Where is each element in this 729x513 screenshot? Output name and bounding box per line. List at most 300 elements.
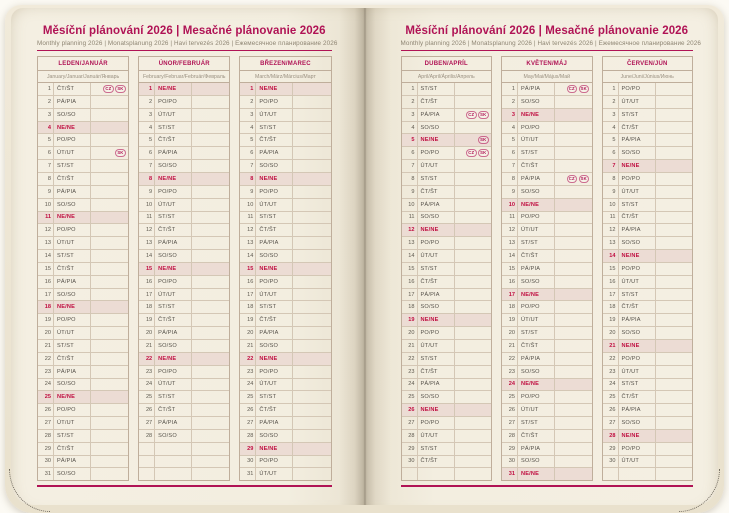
day-name: SO/SO	[256, 250, 293, 262]
month-languages: June/Juni/Június/Июнь	[603, 71, 693, 83]
day-row	[603, 289, 693, 302]
day-number: 2	[402, 96, 418, 108]
notes-cell	[91, 173, 128, 185]
day-number: 7	[603, 160, 619, 172]
holiday-badge-sk-icon: SK	[478, 149, 489, 157]
notes-cell	[656, 212, 693, 224]
notes-cell	[293, 468, 330, 480]
day-number: 21	[603, 340, 619, 352]
day-number: 21	[38, 340, 54, 352]
notes-cell	[656, 199, 693, 211]
day-row	[402, 379, 492, 392]
day-number: 25	[603, 391, 619, 403]
notes-cell	[91, 391, 128, 403]
day-name: SO/SO	[518, 186, 555, 198]
day-number: 30	[603, 456, 619, 468]
day-number: 12	[240, 224, 256, 236]
day-name: PO/PO	[256, 456, 293, 468]
day-name: ÚT/UT	[256, 379, 293, 391]
day-row	[139, 237, 229, 250]
day-name: ÚT/UT	[54, 417, 91, 429]
notes-cell	[91, 212, 128, 224]
day-name: NE/NE	[256, 263, 293, 275]
notes-cell	[455, 430, 492, 442]
day-number: 10	[502, 199, 518, 211]
notes-cell	[293, 263, 330, 275]
day-name: NE/NE	[256, 173, 293, 185]
day-number: 20	[38, 327, 54, 339]
day-row	[402, 199, 492, 212]
day-row	[402, 263, 492, 276]
day-number: 17	[139, 289, 155, 301]
day-name: NE/NE	[418, 134, 455, 146]
notes-cell	[91, 456, 128, 468]
day-number: 7	[502, 160, 518, 172]
notes-cell	[192, 199, 229, 211]
month-rows	[240, 83, 330, 480]
day-name: ST/ST	[418, 173, 455, 185]
day-name: ČT/ŠT	[418, 456, 455, 468]
day-row	[38, 417, 128, 430]
day-number: 8	[240, 173, 256, 185]
day-name: PÁ/PIA	[256, 237, 293, 249]
notes-cell	[192, 468, 229, 480]
notes-cell	[192, 353, 229, 365]
notes-cell	[656, 173, 693, 185]
day-name: PO/PO	[155, 96, 192, 108]
day-row	[603, 366, 693, 379]
day-number: 22	[240, 353, 256, 365]
day-row	[402, 276, 492, 289]
notes-cell	[192, 391, 229, 403]
notes-cell	[455, 147, 492, 159]
day-number: 14	[603, 250, 619, 262]
notes-cell	[293, 212, 330, 224]
day-number: 10	[139, 199, 155, 211]
day-number: 6	[240, 147, 256, 159]
day-row	[402, 250, 492, 263]
day-row	[402, 147, 492, 160]
day-row	[240, 417, 330, 430]
day-number: 18	[603, 301, 619, 313]
day-number: 18	[502, 301, 518, 313]
notes-cell	[656, 379, 693, 391]
day-number: 1	[402, 83, 418, 95]
day-number: 30	[240, 456, 256, 468]
day-name: PÁ/PIA	[256, 417, 293, 429]
month-table	[401, 56, 493, 481]
day-number: 18	[240, 301, 256, 313]
day-name: ČT/ŠT	[619, 301, 656, 313]
holiday-badge-sk-icon: SK	[478, 136, 489, 144]
day-number: 28	[502, 430, 518, 442]
day-name: NE/NE	[619, 250, 656, 262]
day-row	[502, 109, 592, 122]
page-right	[365, 8, 719, 505]
notes-cell	[192, 122, 229, 134]
day-name: ST/ST	[619, 379, 656, 391]
day-number: 13	[502, 237, 518, 249]
notes-cell	[656, 456, 693, 468]
day-name: ÚT/UT	[54, 237, 91, 249]
day-number: 15	[240, 263, 256, 275]
day-row	[38, 237, 128, 250]
day-row	[240, 83, 330, 96]
holiday-badge-sk-icon: SK	[478, 111, 489, 119]
day-name: PO/PO	[619, 443, 656, 455]
notes-cell	[656, 263, 693, 275]
notes-cell	[192, 456, 229, 468]
day-number: 16	[603, 276, 619, 288]
notes-cell	[91, 430, 128, 442]
day-number: 31	[38, 468, 54, 480]
notes-cell	[293, 366, 330, 378]
notes-cell	[656, 250, 693, 262]
day-row	[502, 212, 592, 225]
day-name: PÁ/PIA	[155, 327, 192, 339]
notes-cell	[293, 134, 330, 146]
notes-cell	[293, 379, 330, 391]
day-number: 24	[240, 379, 256, 391]
notes-cell	[555, 430, 592, 442]
day-row	[38, 96, 128, 109]
notes-cell	[192, 430, 229, 442]
day-name: PO/PO	[256, 186, 293, 198]
day-row	[402, 186, 492, 199]
notes-cell	[293, 443, 330, 455]
day-row	[603, 83, 693, 96]
holiday-badge-sk-icon: SK	[579, 175, 590, 183]
day-row	[240, 250, 330, 263]
day-number: 25	[240, 391, 256, 403]
day-row	[502, 199, 592, 212]
day-number: 17	[38, 289, 54, 301]
notes-cell	[555, 160, 592, 172]
day-number: 5	[139, 134, 155, 146]
notes-cell	[555, 301, 592, 313]
day-number: 14	[139, 250, 155, 262]
day-name: SO/SO	[256, 340, 293, 352]
day-name: SO/SO	[54, 109, 91, 121]
day-row	[603, 173, 693, 186]
day-row	[240, 147, 330, 160]
day-number: 1	[603, 83, 619, 95]
day-row	[502, 83, 592, 96]
day-number: 21	[402, 340, 418, 352]
day-name	[155, 468, 192, 480]
day-number	[402, 468, 418, 480]
day-name: ÚT/UT	[619, 276, 656, 288]
day-row	[38, 391, 128, 404]
day-number: 3	[139, 109, 155, 121]
day-name: ST/ST	[54, 250, 91, 262]
day-name: ČT/ŠT	[418, 96, 455, 108]
month-rows	[38, 83, 128, 480]
notes-cell	[656, 468, 693, 480]
day-row	[502, 186, 592, 199]
day-row	[240, 199, 330, 212]
day-row	[402, 417, 492, 430]
notes-cell	[91, 199, 128, 211]
day-number: 27	[402, 417, 418, 429]
day-name: PÁ/PIA	[518, 443, 555, 455]
day-number: 25	[502, 391, 518, 403]
day-row	[240, 391, 330, 404]
notes-cell	[555, 122, 592, 134]
day-number: 20	[240, 327, 256, 339]
day-row	[139, 109, 229, 122]
day-row	[603, 186, 693, 199]
day-row	[402, 289, 492, 302]
day-row	[502, 456, 592, 469]
day-name: NE/NE	[155, 83, 192, 95]
page-left	[11, 8, 365, 505]
day-row	[139, 353, 229, 366]
day-row	[502, 314, 592, 327]
notes-cell	[656, 224, 693, 236]
notes-cell	[656, 289, 693, 301]
notes-cell	[91, 353, 128, 365]
notes-cell	[455, 109, 492, 121]
day-number: 9	[240, 186, 256, 198]
day-number: 24	[502, 379, 518, 391]
day-row	[38, 340, 128, 353]
notes-cell	[293, 417, 330, 429]
day-name: SO/SO	[418, 391, 455, 403]
day-row	[402, 83, 492, 96]
day-row	[402, 160, 492, 173]
day-name: ST/ST	[256, 212, 293, 224]
day-number: 24	[402, 379, 418, 391]
day-name: SO/SO	[619, 327, 656, 339]
day-name: ÚT/UT	[155, 379, 192, 391]
day-number: 12	[139, 224, 155, 236]
day-name: ST/ST	[54, 160, 91, 172]
day-name: NE/NE	[518, 289, 555, 301]
day-row	[38, 147, 128, 160]
day-number: 21	[240, 340, 256, 352]
month-languages: May/Mai/Május/Май	[502, 71, 592, 83]
notes-cell	[91, 160, 128, 172]
day-name: PÁ/PIA	[54, 96, 91, 108]
day-number: 11	[402, 212, 418, 224]
day-row	[240, 212, 330, 225]
notes-cell	[455, 391, 492, 403]
notes-cell	[455, 301, 492, 313]
notes-cell	[555, 468, 592, 480]
day-name: ÚT/UT	[619, 96, 656, 108]
day-row	[240, 468, 330, 480]
month-languages: March/März/Március/Март	[240, 71, 330, 83]
day-number	[603, 468, 619, 480]
day-row	[603, 468, 693, 480]
notes-cell	[293, 276, 330, 288]
day-name: NE/NE	[619, 160, 656, 172]
notes-cell	[455, 468, 492, 480]
day-name: ST/ST	[256, 122, 293, 134]
day-row	[502, 430, 592, 443]
day-row	[139, 276, 229, 289]
day-row	[402, 456, 492, 469]
day-number: 20	[502, 327, 518, 339]
month-table	[37, 56, 129, 481]
day-number: 22	[139, 353, 155, 365]
day-name: ÚT/UT	[54, 327, 91, 339]
day-number: 27	[139, 417, 155, 429]
notes-cell	[192, 314, 229, 326]
day-name: PÁ/PIA	[54, 186, 91, 198]
day-row	[502, 122, 592, 135]
day-number: 30	[502, 456, 518, 468]
notes-cell	[555, 109, 592, 121]
day-name: PO/PO	[418, 417, 455, 429]
day-row	[38, 456, 128, 469]
day-name: ST/ST	[418, 83, 455, 95]
day-row	[502, 340, 592, 353]
day-number: 25	[402, 391, 418, 403]
day-row	[402, 327, 492, 340]
notes-cell	[91, 276, 128, 288]
day-row	[603, 404, 693, 417]
notes-cell	[192, 212, 229, 224]
day-name: PÁ/PIA	[418, 379, 455, 391]
day-row	[240, 340, 330, 353]
months-right	[401, 56, 694, 481]
day-row	[38, 327, 128, 340]
notes-cell	[455, 276, 492, 288]
day-row	[139, 443, 229, 456]
notes-cell	[656, 417, 693, 429]
day-name: PÁ/PIA	[256, 147, 293, 159]
notes-cell	[293, 314, 330, 326]
day-row	[603, 301, 693, 314]
day-row	[402, 340, 492, 353]
day-number: 24	[139, 379, 155, 391]
day-row	[240, 404, 330, 417]
notes-cell	[293, 122, 330, 134]
day-name: PO/PO	[518, 301, 555, 313]
day-row	[240, 366, 330, 379]
day-number: 27	[240, 417, 256, 429]
notes-cell	[293, 353, 330, 365]
day-number: 20	[139, 327, 155, 339]
notes-cell	[293, 109, 330, 121]
holiday-badge-cz-icon: CZ	[466, 111, 477, 119]
day-number: 7	[402, 160, 418, 172]
day-number: 9	[603, 186, 619, 198]
day-number: 18	[139, 301, 155, 313]
day-number: 23	[139, 366, 155, 378]
day-name: ČT/ŠT	[256, 314, 293, 326]
day-row	[240, 301, 330, 314]
notes-cell	[192, 134, 229, 146]
day-name: NE/NE	[256, 443, 293, 455]
day-number: 13	[38, 237, 54, 249]
notes-cell	[555, 327, 592, 339]
notes-cell	[91, 301, 128, 313]
day-row	[603, 212, 693, 225]
day-name: ST/ST	[54, 430, 91, 442]
notes-cell	[192, 263, 229, 275]
day-row	[240, 276, 330, 289]
day-name: ÚT/UT	[256, 468, 293, 480]
day-number: 17	[402, 289, 418, 301]
day-row	[502, 353, 592, 366]
day-number: 27	[603, 417, 619, 429]
day-row	[38, 109, 128, 122]
notes-cell	[293, 391, 330, 403]
day-number: 22	[402, 353, 418, 365]
day-number: 2	[38, 96, 54, 108]
day-row	[240, 237, 330, 250]
day-row	[502, 250, 592, 263]
day-name: ST/ST	[518, 417, 555, 429]
day-name: ÚT/UT	[518, 314, 555, 326]
day-row	[502, 379, 592, 392]
day-number: 16	[240, 276, 256, 288]
notes-cell	[656, 314, 693, 326]
day-row	[502, 160, 592, 173]
day-row	[38, 83, 128, 96]
notes-cell	[293, 301, 330, 313]
day-name: ČT/ŠT	[256, 134, 293, 146]
notes-cell	[455, 83, 492, 95]
day-row	[139, 301, 229, 314]
day-number: 17	[240, 289, 256, 301]
day-name: ÚT/UT	[155, 199, 192, 211]
day-number: 12	[502, 224, 518, 236]
day-name: ČT/ŠT	[155, 134, 192, 146]
day-name: ÚT/UT	[518, 224, 555, 236]
day-row	[603, 379, 693, 392]
day-row	[139, 147, 229, 160]
notes-cell	[192, 366, 229, 378]
day-row	[603, 147, 693, 160]
day-row	[240, 263, 330, 276]
day-row	[38, 314, 128, 327]
day-row	[38, 366, 128, 379]
notes-cell	[555, 276, 592, 288]
notes-cell	[555, 83, 592, 95]
day-number: 22	[603, 353, 619, 365]
day-number: 14	[240, 250, 256, 262]
day-row	[603, 340, 693, 353]
day-name: ÚT/UT	[155, 289, 192, 301]
day-name: PÁ/PIA	[54, 456, 91, 468]
day-number: 5	[603, 134, 619, 146]
notes-cell	[555, 391, 592, 403]
month-table	[501, 56, 593, 481]
day-number: 14	[502, 250, 518, 262]
notes-cell	[455, 327, 492, 339]
day-name: PÁ/PIA	[619, 134, 656, 146]
day-name: ST/ST	[54, 340, 91, 352]
day-row	[502, 237, 592, 250]
day-name: SO/SO	[518, 366, 555, 378]
day-row	[240, 224, 330, 237]
day-number: 31	[240, 468, 256, 480]
day-number: 21	[139, 340, 155, 352]
day-row	[502, 327, 592, 340]
day-name: SO/SO	[619, 417, 656, 429]
day-number: 4	[502, 122, 518, 134]
day-name: ÚT/UT	[619, 366, 656, 378]
day-row	[402, 212, 492, 225]
day-number: 19	[603, 314, 619, 326]
day-number: 1	[38, 83, 54, 95]
day-name: PO/PO	[54, 314, 91, 326]
notes-cell	[455, 199, 492, 211]
